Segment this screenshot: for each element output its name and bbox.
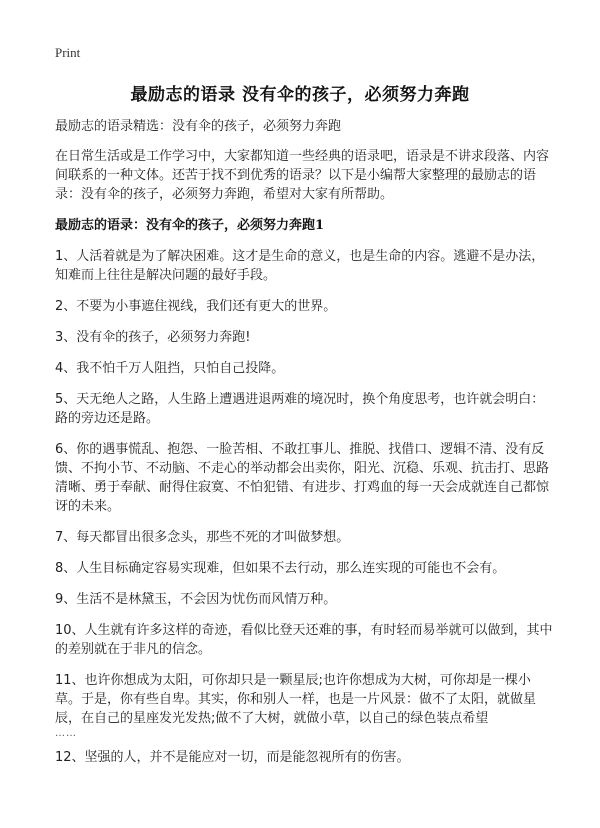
article-subtitle: 最励志的语录精选：没有伞的孩子，必须努力奔跑 [55,119,342,134]
quote-item-4: 4、我不怕千万人阻挡，只怕自己投降。 [55,361,285,376]
article-body [55,117,555,779]
intro-paragraph: 在日常生活或是工作学习中，大家都知道一些经典的语录吧，语录是不讲求段落、内容间联系的一种文体。还苦于找不到优秀的语录？以下是小编帮大家整理的最励志的语录：没有伞的孩子，必须努力奔跑，希望对大家有所帮助。 [55,149,550,202]
quote-item-9: 9、生活不是林黛玉，不会因为忧伤而风情万种。 [55,592,337,607]
quote-item-3: 3、没有伞的孩子，必须努力奔跑! [55,330,251,345]
quote-item-11: 11、也许你想成为太阳，可你却只是一颗星辰;也许你想成为大树，可你却是一棵小草。于是，你有些自卑。其实，你和别人一样，也是一片风景：做不了太阳，就做星辰，在自己的星座发光发热;做不了大树，就做小草，以自己的绿色装点希望 [55,673,537,726]
section-heading: 最励志的语录：没有伞的孩子，必须努力奔跑1 [55,218,325,233]
quote-item-12: 12、坚强的人，并不是能应对一切，而是能忽视所有的伤害。 [55,750,410,765]
ellipsis: …… [55,728,77,739]
print-link[interactable]: Print [55,45,81,60]
quote-item-8: 8、人生目标确定容易实现难，但如果不去行动，那么连实现的可能也不会有。 [55,561,506,576]
quote-item-2: 2、不要为小事遮住视线，我们还有更大的世界。 [55,299,337,314]
quote-item-10: 10、人生就有许多这样的奇迹，看似比登天还难的事，有时轻而易举就可以做到，其中的差别就在于非凡的信念。 [55,623,553,657]
quote-item-5: 5、天无绝人之路，人生路上遭遇进退两难的境况时，换个角度思考，也许就会明白：路的旁边还是路。 [55,392,545,426]
quote-item-6: 6、你的遇事慌乱、抱怨、一脸苦相、不敢扛事儿、推脱、找借口、逻辑不清、没有反馈、不拘小节、不动脑、不走心的举动都会出卖你，阳光、沉稳、乐观、抗击打、思路清晰、勇于奉献、耐得住寂寞、不怕犯错、有进步、打鸡血的每一天会成就连自己都惊讶的未来。 [55,442,550,514]
quote-item-7: 7、每天都冒出很多念头，那些不死的才叫做梦想。 [55,530,350,545]
page-title: 最励志的语录 没有伞的孩子，必须努力奔跑 [130,85,470,105]
quote-item-1: 1、人活着就是为了解决困难。这才是生命的意义，也是生命的内容。逃避不是办法，知难而上往往是解决问题的最好手段。 [55,249,545,283]
